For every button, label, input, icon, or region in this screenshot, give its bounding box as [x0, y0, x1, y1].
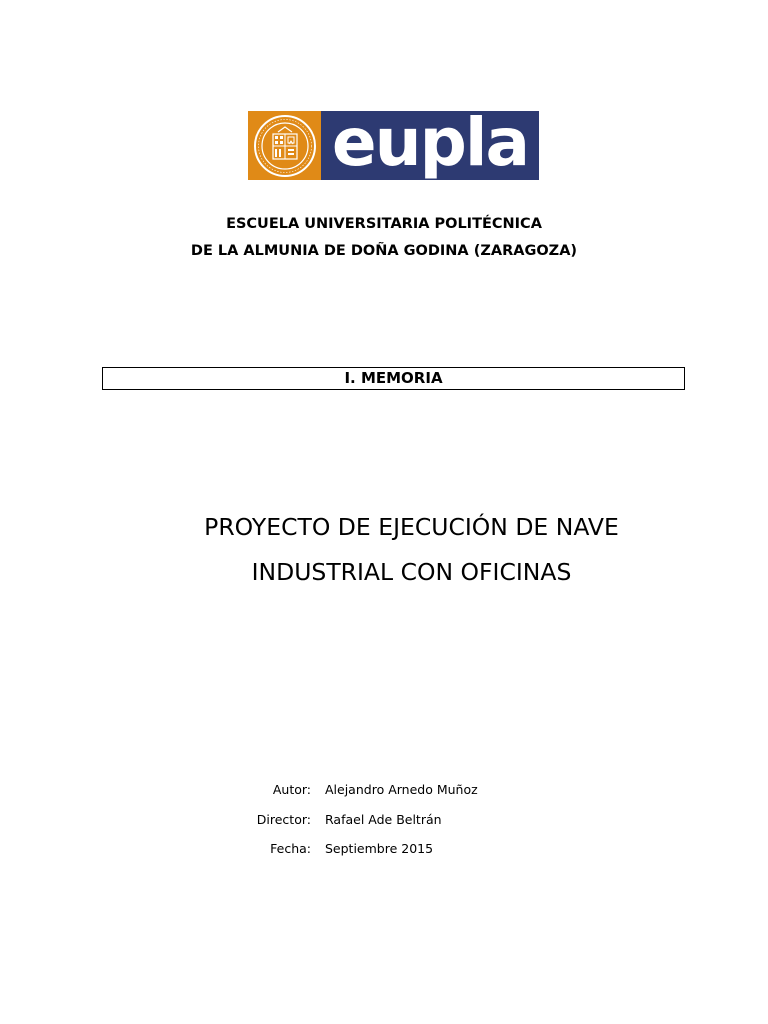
author-label: Autor: — [272, 782, 311, 797]
project-title-line1: PROYECTO DE EJECUCIÓN DE NAVE — [204, 513, 619, 541]
section-heading-box: I. MEMORIA — [102, 367, 685, 390]
project-title-line2: INDUSTRIAL CON OFICINAS — [251, 558, 572, 586]
date-value: Septiembre 2015 — [325, 841, 434, 856]
university-seal-icon — [248, 111, 321, 180]
school-name-line1: ESCUELA UNIVERSITARIA POLITÉCNICA — [226, 216, 542, 232]
meta-row-date — [0, 840, 768, 858]
director-label: Director: — [256, 812, 311, 827]
meta-row-author — [0, 781, 768, 799]
eupla-logo — [248, 111, 539, 180]
eupla-wordmark — [321, 111, 539, 180]
school-name-line2: DE LA ALMUNIA DE DOÑA GODINA (ZARAGOZA) — [190, 243, 578, 259]
eupla-wordmark-text: eupla — [331, 111, 529, 180]
director-value: Rafael Ade Beltrán — [325, 812, 442, 827]
date-label: Fecha: — [270, 841, 311, 856]
author-value: Alejandro Arnedo Muñoz — [325, 782, 478, 797]
meta-row-director — [0, 811, 768, 829]
